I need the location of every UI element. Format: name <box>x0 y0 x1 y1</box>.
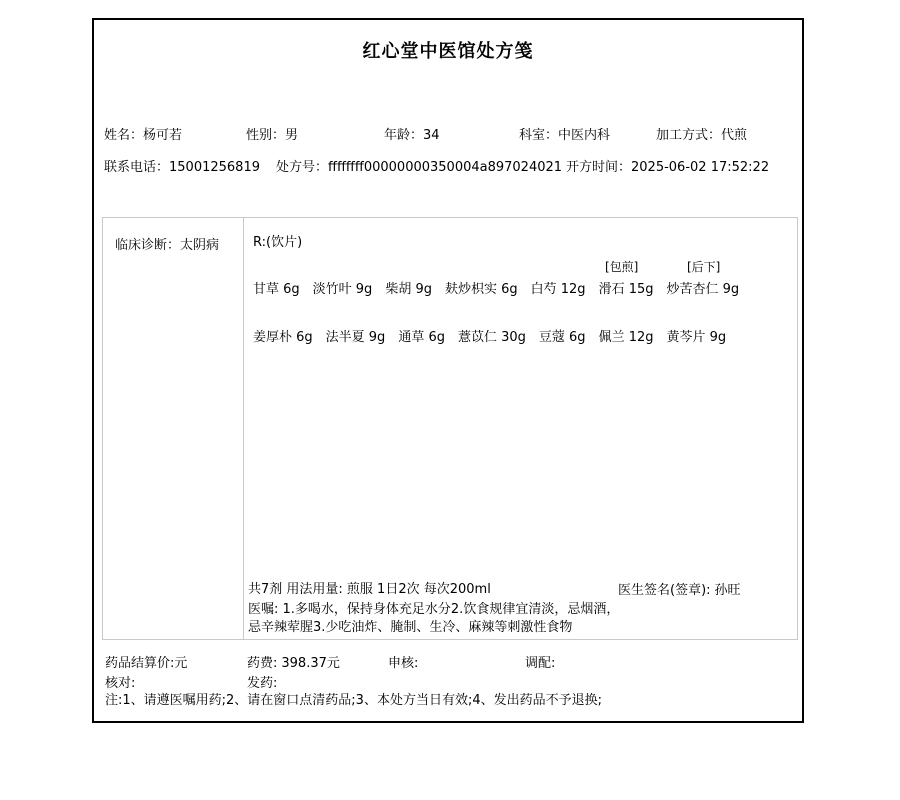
page-title: 红心堂中医馆处方笺 <box>362 41 534 62</box>
check-label: 核对: <box>105 676 136 691</box>
medicine-fee-field <box>247 652 340 671</box>
phone-label: 联系电话： <box>104 160 170 175</box>
herb-item: 姜厚朴 6g <box>253 330 313 345</box>
doctor-signature-label: 医生签名(签章): <box>618 583 711 598</box>
herb-item: 黄芩片 9g <box>666 330 727 345</box>
herb-item: 豆蔻 6g <box>538 330 586 345</box>
diagnosis-label: 临床诊断： <box>115 238 181 253</box>
herb-item: 柴胡 9g <box>385 282 432 297</box>
patient-age-value: 34 <box>423 128 440 143</box>
issue-time-value: 2025-06-02 17:52:22 <box>631 160 770 175</box>
patient-age-label: 年龄： <box>384 128 424 143</box>
prepare-label: 调配: <box>525 656 556 671</box>
department-label: 科室： <box>519 128 559 143</box>
prescription-sheet <box>92 18 804 723</box>
diagnosis-field <box>115 234 219 253</box>
patient-name-label: 姓名： <box>104 128 144 143</box>
prescription-box <box>102 217 798 640</box>
processing-method-label: 加工方式： <box>656 128 722 143</box>
herb-item: 白芍 12g <box>530 282 586 297</box>
herb-item: 法半夏 9g <box>325 330 386 345</box>
department-value: 中医内科 <box>558 128 611 143</box>
rx-header: R:(饮片) <box>253 235 303 250</box>
settlement-price-value: 元 <box>174 656 188 671</box>
herb-annotation-houxia: [后下] <box>687 260 721 274</box>
patient-age-field <box>384 124 440 143</box>
prescription-number-field <box>276 156 562 175</box>
prepare-field <box>525 652 555 671</box>
herb-item: 麸炒枳实 6g <box>444 282 518 297</box>
patient-name-field <box>104 124 182 143</box>
prescription-number-value: ffffffff00000000350004a897024021 <box>328 160 563 175</box>
phone-field <box>104 156 260 175</box>
issue-time-label: 开方时间： <box>566 160 632 175</box>
prescription-number-label: 处方号： <box>276 160 329 175</box>
phone-value: 15001256819 <box>169 160 260 175</box>
processing-method-field <box>656 124 747 143</box>
settlement-price-field <box>105 652 187 671</box>
herb-line-1 <box>253 278 739 297</box>
patient-gender-label: 性别： <box>246 128 286 143</box>
medicine-fee-value: 398.37元 <box>281 656 340 671</box>
herb-item: 甘草 6g <box>253 282 300 297</box>
medicine-fee-label: 药费: <box>247 656 278 671</box>
footer-note: 注:1、请遵医嘱用药;2、请在窗口点清药品;3、本处方当日有效;4、发出药品不予退换; <box>105 693 602 708</box>
patient-name-value: 杨可若 <box>143 128 183 143</box>
usage-instructions: 共7剂 用法用量: 煎服 1日2次 每次200ml <box>248 582 491 597</box>
diagnosis-value: 太阴病 <box>180 238 220 253</box>
patient-gender-field <box>246 124 298 143</box>
diagnosis-divider <box>243 218 244 639</box>
herb-annotation-baojian: [包煎] <box>605 260 639 274</box>
medical-advice-line-2: 忌辛辣荤腥3.少吃油炸、腌制、生冷、麻辣等刺激性食物 <box>248 620 573 635</box>
review-field <box>388 652 418 671</box>
doctor-signature-name: 孙旺 <box>714 583 741 598</box>
issue-time-field <box>566 156 769 175</box>
herb-item: 通草 6g <box>398 330 445 345</box>
herb-item: 炒苦杏仁 9g <box>666 282 740 297</box>
herb-item: 佩兰 12g <box>598 330 654 345</box>
doctor-signature-field <box>618 579 741 598</box>
review-label: 申核: <box>388 656 419 671</box>
herb-line-2 <box>253 326 726 345</box>
dispense-label: 发药: <box>247 676 278 691</box>
department-field <box>519 124 610 143</box>
herb-item: 薏苡仁 30g <box>457 330 526 345</box>
settlement-price-label: 药品结算价: <box>105 656 175 671</box>
medical-advice-line-1: 医嘱: 1.多喝水，保持身体充足水分2.饮食规律宜清淡，忌烟酒， <box>248 602 620 617</box>
herb-item: 滑石 15g <box>598 282 654 297</box>
patient-gender-value: 男 <box>285 128 299 143</box>
herb-item: 淡竹叶 9g <box>312 282 373 297</box>
processing-method-value: 代煎 <box>721 128 748 143</box>
